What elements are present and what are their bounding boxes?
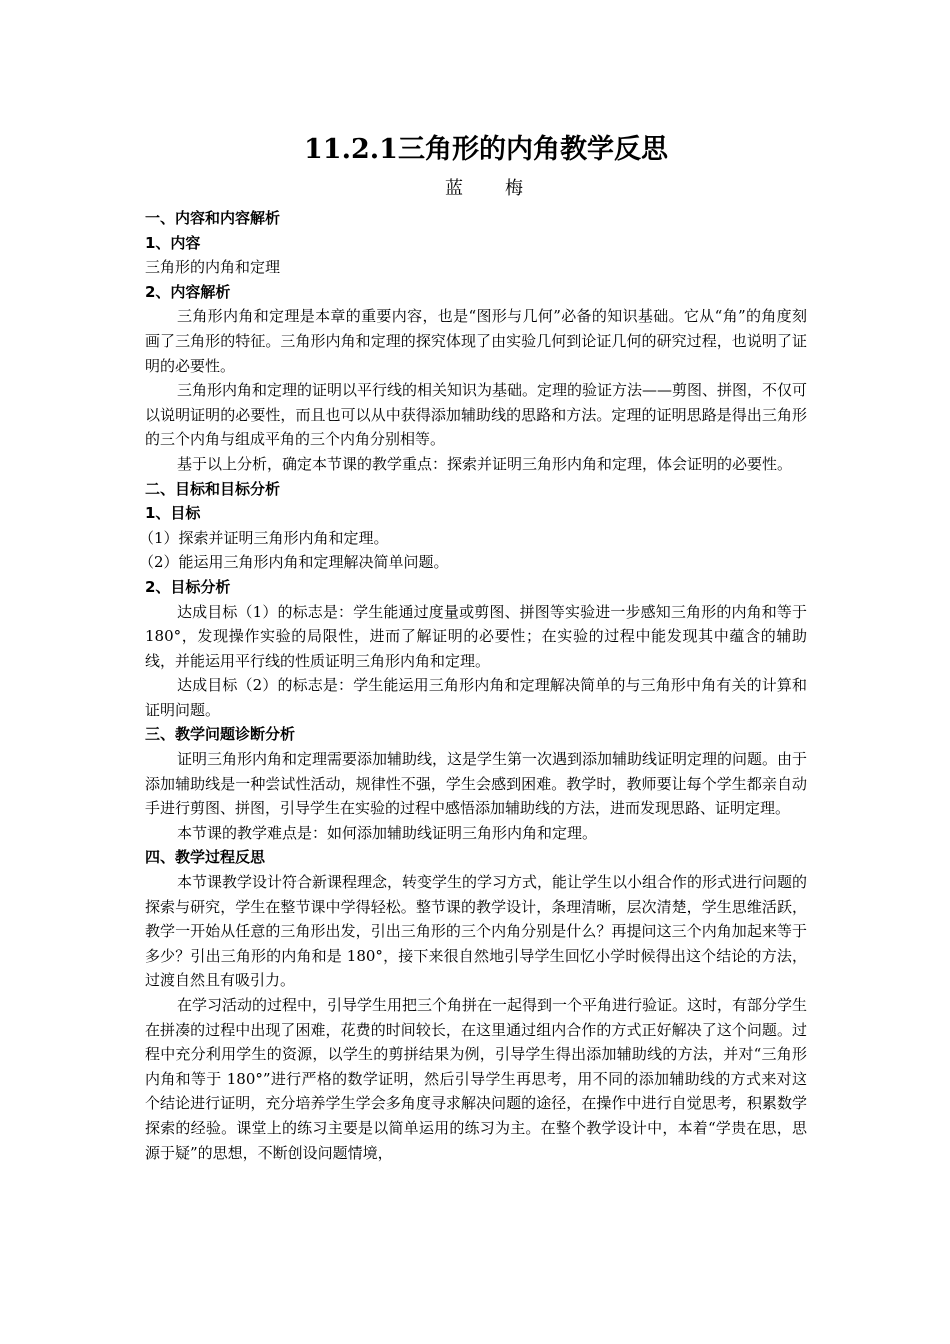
subsection-heading: 2、内容解析 — [145, 282, 231, 301]
subsection-heading: 1、内容 — [145, 233, 201, 252]
goal-item: （2）能运用三角形内角和定理解决简单问题。 — [139, 553, 449, 572]
paragraph: 三角形的内角和定理 — [145, 258, 281, 277]
document-page — [139, 130, 808, 1165]
subsection-heading: 1、目标 — [145, 504, 201, 523]
paragraph: 达成目标（2）的标志是：学生能运用三角形内角和定理解决简单的与三角形中角有关的计算和证明问题。 — [145, 676, 807, 719]
paragraph: 本节课的教学难点是：如何添加辅助线证明三角形内角和定理。 — [177, 823, 598, 842]
section-heading: 三、教学问题诊断分析 — [145, 725, 296, 744]
paragraph: 三角形内角和定理是本章的重要内容，也是“图形与几何”必备的知识基础。它从“角”的角度刻画了三角形的特征。三角形内角和定理的探究体现了由实验几何到论证几何的研究过程，也说明了证明的必要性。 — [145, 307, 807, 375]
paragraph: 三角形内角和定理的证明以平行线的相关知识为基础。定理的验证方法——剪图、拼图，不仅可以说明证明的必要性，而且也可以从中获得添加辅助线的思路和方法。定理的证明思路是得出三角形的三个内角与组成平角的三个内角分别相等。 — [145, 381, 808, 449]
author-name: 蓝 梅 — [445, 178, 535, 199]
paragraph: 在学习活动的过程中，引导学生用把三个角拼在一起得到一个平角进行验证。这时，有部分学生在拼凑的过程中出现了困难，花费的时间较长，在这里通过组内合作的方式正好解决了这个问题。过程中充分利用学生的资源，以学生的剪拼结果为例，引导学生得出添加辅助线的方法，并对“三角形内角和等于 180°”进行严格的数学证明，然后引导学生再思考，用不同的添加辅助线的方式来对这个结论进行证明，充分培养学生学会多角度寻求解决问题的途径，在操作中进行自觉思考，积累数学探索的经验。课堂上的练习主要是以简单运用的练习为主。在整个教学设计中，本着“学贵在思，思源于疑”的思想，不断创设问题情境， — [145, 996, 808, 1162]
paragraph: 本节课教学设计符合新课程理念，转变学生的学习方式，能让学生以小组合作的形式进行问题的探索与研究，学生在整节课中学得轻松。整节课的教学设计，条理清晰，层次清楚，学生思维活跃，教学一开始从任意的三角形出发，引出三角形的三个内角分别是什么？再提问这三个内角加起来等于多少？引出三角形的内角和是 180°，接下来很自然地引导学生回忆小学时候得出这个结论的方法，过渡自然且有吸引力。 — [145, 873, 808, 990]
paragraph: 证明三角形内角和定理需要添加辅助线，这是学生第一次遇到添加辅助线证明定理的问题。由于添加辅助线是一种尝试性活动，规律性不强，学生会感到困难。教学时，教师要让每个学生都亲自动手进行剪图、拼图，引导学生在实验的过程中感悟添加辅助线的方法，进而发现思路、证明定理。 — [145, 750, 808, 818]
section-heading: 一、内容和内容解析 — [145, 209, 281, 227]
section-heading: 四、教学过程反思 — [145, 848, 266, 867]
paragraph: 基于以上分析，确定本节课的教学重点：探索并证明三角形内角和定理，体会证明的必要性。 — [177, 454, 793, 473]
paragraph: 达成目标（1）的标志是：学生能通过度量或剪图、拼图等实验进一步感知三角形的内角和等于 180°，发现操作实验的局限性，进而了解证明的必要性；在实验的过程中能发现其中蕴含的辅助线，并能运用平行线的性质证明三角形内角和定理。 — [145, 602, 807, 670]
subsection-heading: 2、目标分析 — [145, 577, 231, 596]
goal-item: （1）探索并证明三角形内角和定理。 — [139, 528, 389, 547]
document-title: 11.2.1三角形的内角教学反思 — [304, 134, 668, 165]
section-heading: 二、目标和目标分析 — [145, 479, 281, 498]
